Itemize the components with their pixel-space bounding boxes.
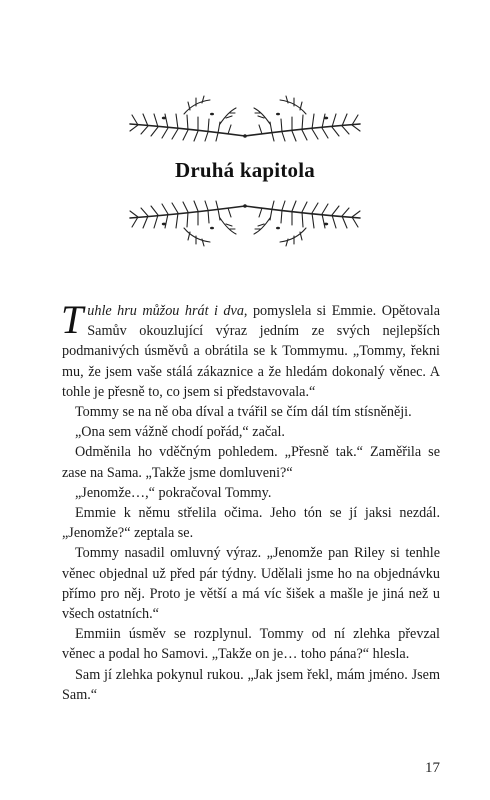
- paragraph-8: Emmiin úsměv se rozplynul. Tommy od ní zlehka převzal věnec a podal ho Samovi. „Takže on je… toho pána?“ hlesla.: [62, 626, 440, 663]
- paragraph-6: Emmie k němu střelila očima. Jeho tón se jí jaksi nezdál. „Jenomže?“ zeptala se.: [62, 505, 440, 542]
- page-number: 17: [425, 760, 440, 776]
- drop-cap: T: [61, 297, 84, 342]
- paragraph-4: Odměnila ho vděčným pohledem. „Přesně tak.“ Zaměřila se zase na Sama. „Takže jsme domluveni?“: [62, 444, 440, 481]
- italic-thought: uhle hru můžou hrát i dva: [87, 303, 244, 319]
- paragraph-7: Tommy nasadil omluvný výraz. „Jenomže pan Riley si tenhle věnec objednal už před pár týdny. Udělali jsme ho na objednávku přímo pro něj. Proto je větší a má víc šišek a mašle je jiná než u všech ostatních.“: [62, 545, 440, 623]
- paragraph-1-rest: , pomyslela si Emmie. Opětovala Samův okouzlující výraz jedním ze svých nejlepších podmanivých úsměvů a obrátila se k Tommymu. „Tommy, řekni mu, že jsem vaše stálá zákaznice a že hledám dokonalý věnec. A tohle je přesně to, co jsem si představovala.“: [62, 303, 440, 400]
- chapter-title: Druhá kapitola: [175, 158, 315, 182]
- paragraph-2: Tommy se na ně oba díval a tvářil se čím dál tím stísněněji.: [75, 404, 412, 421]
- paragraph-9: Sam jí zlehka pokynul rukou. „Jak jsem řekl, mám jméno. Jsem Sam.“: [62, 666, 440, 703]
- chapter-body: [61, 297, 440, 705]
- paragraph-5: „Jenomže…,“ pokračoval Tommy.: [75, 484, 272, 501]
- paragraph-3: „Ona sem vážně chodí pořád,“ začal.: [75, 424, 285, 441]
- pine-branch-ornament-top: [124, 94, 366, 150]
- pine-branch-ornament-bottom: [124, 192, 366, 248]
- paragraph-1: [61, 297, 440, 402]
